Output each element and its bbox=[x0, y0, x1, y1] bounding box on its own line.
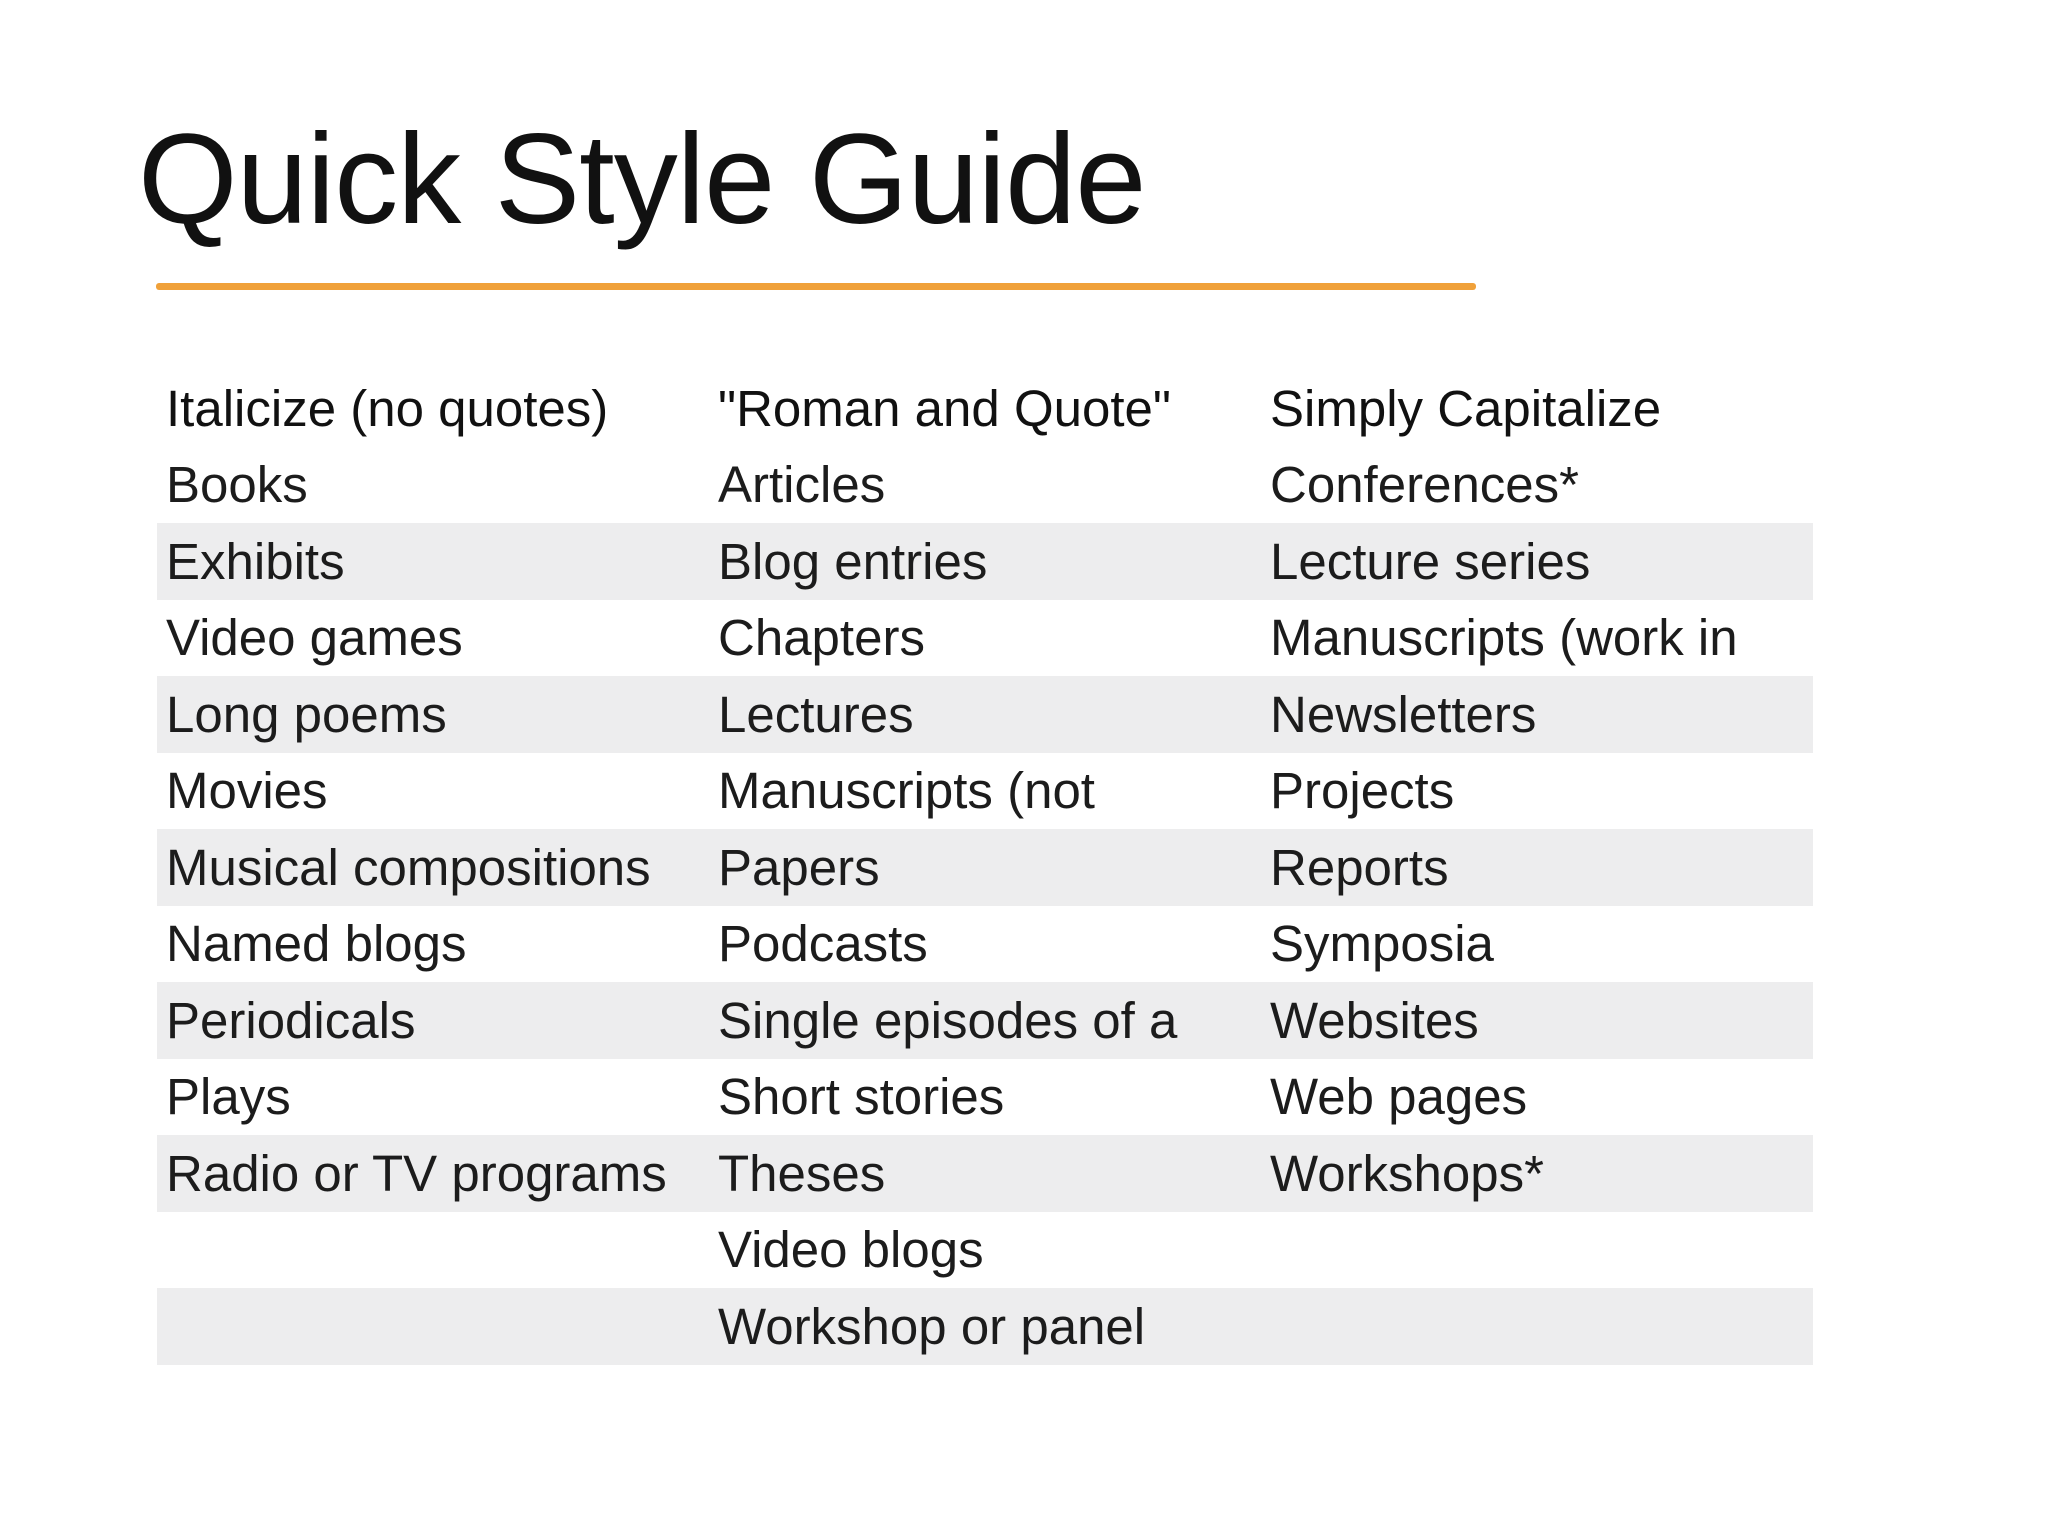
style-guide-table bbox=[157, 370, 1813, 1365]
table-cell: Projects bbox=[1261, 753, 1813, 830]
table-row bbox=[157, 676, 1813, 753]
table-row bbox=[157, 829, 1813, 906]
table-cell: Websites bbox=[1261, 982, 1813, 1059]
table-row bbox=[157, 1288, 1813, 1365]
table-cell: Podcasts bbox=[709, 906, 1261, 983]
table-cell: Manuscripts (not bbox=[709, 753, 1261, 830]
table-cell: Symposia bbox=[1261, 906, 1813, 983]
table-row bbox=[157, 523, 1813, 600]
header-roman-and-quote: "Roman and Quote" bbox=[709, 370, 1261, 447]
table-cell: Radio or TV programs bbox=[157, 1135, 709, 1212]
table-row bbox=[157, 600, 1813, 677]
table-cell: Blog entries bbox=[709, 523, 1261, 600]
table-cell: Web pages bbox=[1261, 1059, 1813, 1136]
table-row bbox=[157, 1059, 1813, 1136]
table-cell: Plays bbox=[157, 1059, 709, 1136]
slide-title: Quick Style Guide bbox=[138, 108, 1146, 251]
table-cell bbox=[1261, 1212, 1813, 1289]
table-cell: Exhibits bbox=[157, 523, 709, 600]
table-cell: Chapters bbox=[709, 600, 1261, 677]
table-cell: Papers bbox=[709, 829, 1261, 906]
table-row bbox=[157, 1212, 1813, 1289]
table-cell: Books bbox=[157, 447, 709, 524]
table-cell bbox=[157, 1212, 709, 1289]
table-row bbox=[157, 906, 1813, 983]
table-cell: Video blogs bbox=[709, 1212, 1261, 1289]
table-row bbox=[157, 1135, 1813, 1212]
table-cell: Workshop or panel bbox=[709, 1288, 1261, 1365]
table-cell: Short stories bbox=[709, 1059, 1261, 1136]
table-cell: Conferences* bbox=[1261, 447, 1813, 524]
table-row bbox=[157, 447, 1813, 524]
table-cell: Musical compositions bbox=[157, 829, 709, 906]
table-row bbox=[157, 753, 1813, 830]
table-row bbox=[157, 982, 1813, 1059]
table-cell: Lectures bbox=[709, 676, 1261, 753]
table-cell: Manuscripts (work in bbox=[1261, 600, 1813, 677]
table-cell: Theses bbox=[709, 1135, 1261, 1212]
table-cell: Reports bbox=[1261, 829, 1813, 906]
table-cell bbox=[157, 1288, 709, 1365]
table-cell: Lecture series bbox=[1261, 523, 1813, 600]
table-cell: Newsletters bbox=[1261, 676, 1813, 753]
table-cell: Single episodes of a bbox=[709, 982, 1261, 1059]
table-cell: Workshops* bbox=[1261, 1135, 1813, 1212]
table-cell: Movies bbox=[157, 753, 709, 830]
table-cell bbox=[1261, 1288, 1813, 1365]
table-cell: Video games bbox=[157, 600, 709, 677]
table-header-row bbox=[157, 370, 1813, 447]
header-italicize: Italicize (no quotes) bbox=[157, 370, 709, 447]
header-simply-capitalize: Simply Capitalize bbox=[1261, 370, 1813, 447]
table-cell: Long poems bbox=[157, 676, 709, 753]
table-cell: Articles bbox=[709, 447, 1261, 524]
title-underline bbox=[156, 283, 1476, 290]
table-cell: Periodicals bbox=[157, 982, 709, 1059]
table-cell: Named blogs bbox=[157, 906, 709, 983]
